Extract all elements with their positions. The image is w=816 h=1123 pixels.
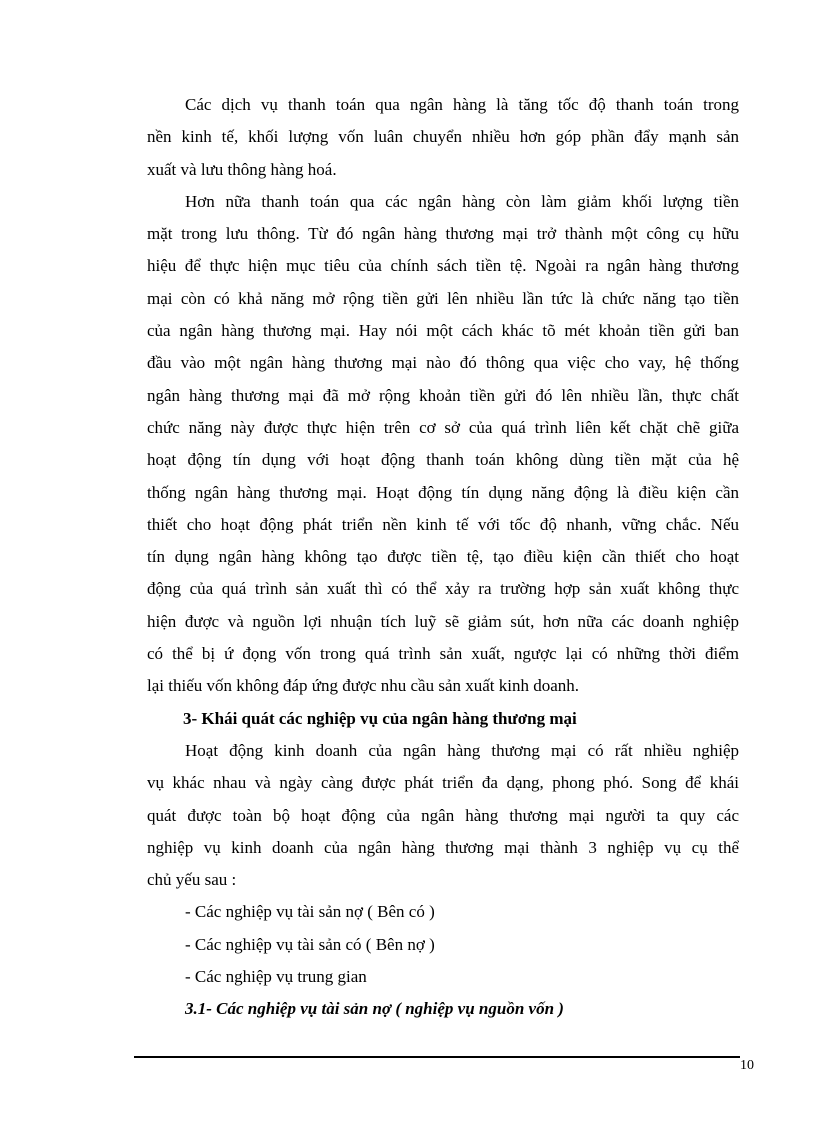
text-line: chức năng này được thực hiện trên cơ sở của quá trình liên kết chặt chẽ giữa [147,417,739,437]
subsection-heading: 3.1- Các nghiệp vụ tài sản nợ ( nghiệp vụ nguồn vốn ) [185,999,564,1019]
operations-list [147,896,739,993]
text-line: có thể bị ứ đọng vốn trong quá trình sản xuất, ngược lại có những thời điểm [147,644,739,664]
list-item: - Các nghiệp vụ tài sản có ( Bên nợ ) [185,934,435,954]
text-line: thống ngân hàng thương mại. Hoạt động tín dụng năng động là điều kiện cần [147,482,739,502]
text-line: lại thiếu vốn không đáp ứng được nhu cầu sản xuất kinh doanh. [147,676,580,696]
text-line: nghiệp vụ kinh doanh của ngân hàng thương mại thành 3 nghiệp vụ cụ thể [147,837,739,857]
list-item: - Các nghiệp vụ trung gian [185,967,367,987]
text-line: động của quá trình sản xuất thì có thể xảy ra trường hợp sản xuất không thực [147,579,739,599]
text-line: hoạt động tín dụng với hoạt động thanh toán không dùng tiền mặt của hệ [147,450,739,470]
text-line: chủ yếu sau : [147,870,237,890]
text-line: mặt trong lưu thông. Từ đó ngân hàng thương mại trở thành một công cụ hữu [147,224,739,244]
text-line: Hơn nữa thanh toán qua các ngân hàng còn làm giảm khối lượng tiền [185,191,739,211]
text-line: Hoạt động kinh doanh của ngân hàng thương mại có rất nhiều nghiệp [185,740,739,760]
text-line: xuất và lưu thông hàng hoá. [147,159,337,179]
text-line: đầu vào một ngân hàng thương mại nào đó thông qua việc cho vay, hệ thống [147,353,739,373]
page-number: 10 [740,1058,754,1073]
list-item: - Các nghiệp vụ tài sản nợ ( Bên có ) [185,902,435,922]
text-line: hiện được và nguồn lợi nhuận tích luỹ sẽ giảm sút, hơn nữa các doanh nghiệp [147,611,739,631]
text-line: mại còn có khả năng mở rộng tiền gửi lên nhiều lần tức là chức năng tạo tiền [147,288,739,308]
text-line: tín dụng ngân hàng không tạo được tiền tệ, tạo điều kiện cần thiết cho hoạt [147,547,739,567]
paragraph-money-creation [147,186,739,703]
paragraph-business-operations [147,735,739,896]
text-line: quát được toàn bộ hoạt động của ngân hàng thương mại người ta quy các [147,805,739,825]
page-body [147,89,739,1026]
text-line: nền kinh tế, khối lượng vốn luân chuyển nhiều hơn góp phần đẩy mạnh sản [147,127,739,147]
text-line: Các dịch vụ thanh toán qua ngân hàng là tăng tốc độ thanh toán trong [185,95,739,114]
footer-divider [134,1056,740,1058]
text-line: của ngân hàng thương mại. Hay nói một cách khác tõ mét khoản tiền gửi ban [147,321,739,341]
section-heading: 3- Khái quát các nghiệp vụ của ngân hàng thương mại [183,708,577,728]
paragraph-payment-services [147,89,739,186]
text-line: hiệu để thực hiện mục tiêu của chính sách tiền tệ. Ngoài ra ngân hàng thương [147,256,739,276]
text-line: thiết cho hoạt động phát triển nền kinh tế với tốc độ nhanh, vững chắc. Nếu [147,514,739,534]
text-line: ngân hàng thương mại đã mở rộng khoản tiền gửi đó lên nhiều lần, thực chất [147,385,739,405]
text-line: vụ khác nhau và ngày càng được phát triển đa dạng, phong phó. Song để khái [147,773,739,793]
